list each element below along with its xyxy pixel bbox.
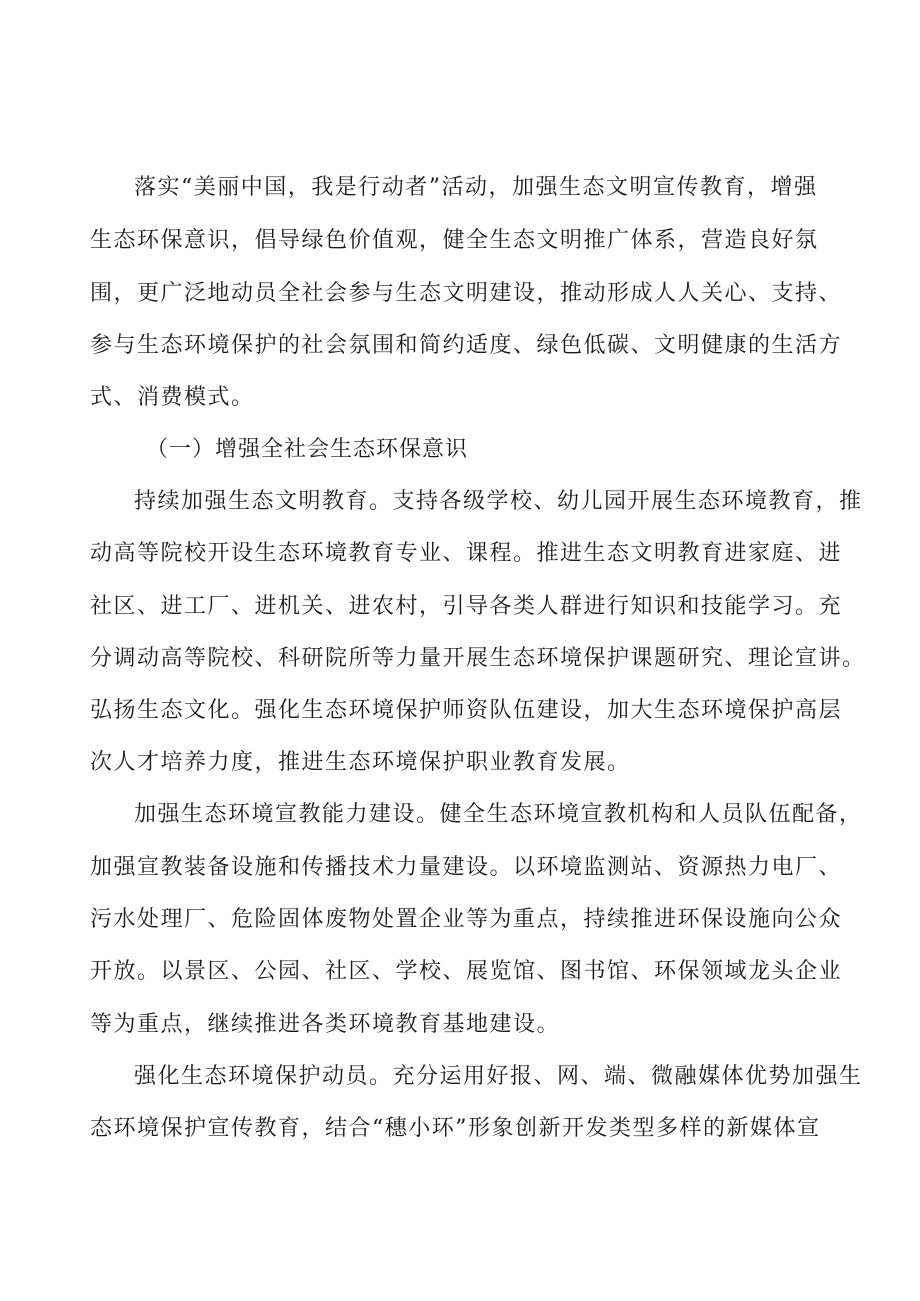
text-line: 弘扬生态文化。强化生态环境保护师资队伍建设，加大生态环境保护高层	[90, 698, 843, 723]
text-line: 开放。以景区、公园、社区、学校、展览馆、图书馆、环保领域龙头企业	[90, 959, 843, 984]
text-line: 动高等院校开设生态环境教育专业、课程。推进生态文明教育进家庭、进	[90, 541, 843, 566]
text-line: 围，更广泛地动员全社会参与生态文明建设，推动形成人人关心、支持、	[90, 281, 843, 306]
text-line: 分调动高等院校、科研院所等力量开展生态环境保护课题研究、理论宣讲。	[90, 646, 866, 671]
text-line: 加强宣教装备设施和传播技术力量建设。以环境监测站、资源热力电厂、	[90, 855, 843, 880]
text-line: 等为重点，继续推进各类环境教育基地建设。	[90, 1012, 561, 1037]
text-line: 污水处理厂、危险固体废物处置企业等为重点，持续推进环保设施向公众	[90, 907, 843, 932]
text-line: 式、消费模式。	[90, 385, 255, 410]
text-line: 生态环保意识，倡导绿色价值观，健全生态文明推广体系，营造良好氛	[90, 228, 819, 253]
text-line: 持续加强生态文明教育。支持各级学校、幼儿园开展生态环境教育，推	[134, 489, 863, 514]
text-line: 次人才培养力度，推进生态环境保护职业教育发展。	[90, 750, 631, 775]
text-line: 加强生态环境宣教能力建设。健全生态环境宣教机构和人员队伍配备，	[134, 802, 863, 827]
text-line: 社区、进工厂、进机关、进农村，引导各类人群进行知识和技能学习。充	[90, 594, 843, 619]
text-line: 态环境保护宣传教育，结合“穗小环”形象创新开发类型多样的新媒体宣	[90, 1116, 821, 1141]
text-line: 参与生态环境保护的社会氛围和简约适度、绿色低碳、文明健康的生活方	[90, 333, 843, 358]
text-line: 落实“美丽中国，我是行动者”活动，加强生态文明宣传教育，增强	[134, 175, 818, 200]
text-line: 强化生态环境保护动员。充分运用好报、网、端、微融媒体优势加强生	[134, 1064, 863, 1089]
section-heading: （一）增强全社会生态环保意识	[146, 437, 469, 462]
